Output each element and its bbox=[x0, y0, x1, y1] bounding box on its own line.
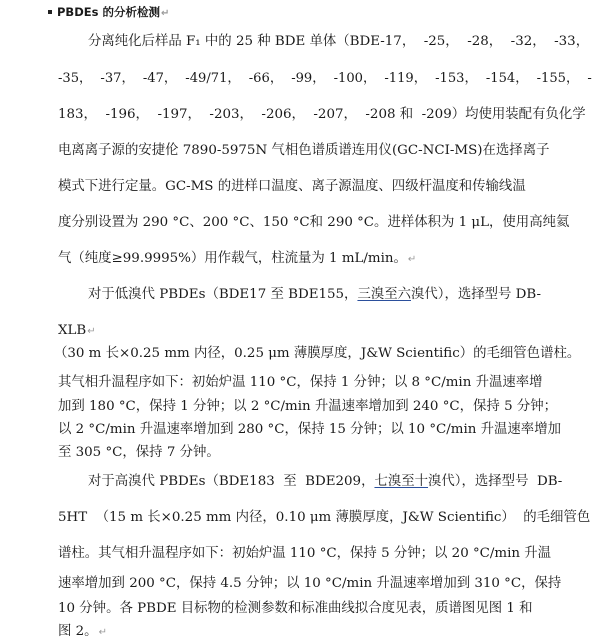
p3-line-5: 10 分钟。各 PBDE 目标物的检测参数和标准曲线拟合度见表，质谱图见图 1 和 bbox=[58, 601, 533, 616]
p2-line-1: 对于低溴代 PBDEs（BDE17 至 BDE155，三溴至六溴代），选择型号 DB- bbox=[88, 287, 542, 302]
p3-line-2: 5HT （15 m 长×0.25 mm 内径，0.10 μm 薄膜厚度，J&W Scientific） 的毛细管色 bbox=[58, 510, 591, 525]
p3-line-4: 速率增加到 200 °C，保持 4.5 分钟；以 10 °C/min 升温速率增加到 310 °C，保持 bbox=[58, 576, 562, 591]
paragraph-mark-icon: ↵ bbox=[407, 254, 417, 265]
p1-line-2: -35， -37， -47， -49/71， -66， -99， -100， -119， -153， -154， -155， - bbox=[58, 71, 592, 86]
p1-line-1: 分离纯化后样品 F₁ 中的 25 种 BDE 单体（BDE-17， -25， -28， -32， -33， bbox=[88, 34, 590, 49]
paragraph-mark-icon: ↵ bbox=[87, 326, 96, 337]
p2-line-6: 以 2 °C/min 升温速率增加到 280 °C，保持 15 分钟；以 10 °C/min 升温速率增加 bbox=[58, 422, 561, 437]
bullet-icon bbox=[48, 10, 52, 14]
p2-line-7: 至 305 °C，保持 7 分钟。 bbox=[58, 445, 220, 460]
paragraph-mark-icon: ↵ bbox=[98, 627, 107, 638]
p1-line-6: 度分别设置为 290 °C、200 °C、150 °C和 290 °C。进样体积为 1 μL，使用高纯氦 bbox=[58, 215, 570, 230]
underlined-text: 三溴至六 bbox=[357, 287, 411, 302]
p2-line-5: 加到 180 °C，保持 1 分钟；以 2 °C/min 升温速率增加到 240 °C，保持 5 分钟； bbox=[58, 399, 558, 414]
p2-line-3: （30 m 长×0.25 mm 内径，0.25 μm 薄膜厚度，J&W Scientific）的毛细管色谱柱。 bbox=[54, 346, 581, 361]
p1-line-4: 电离离子源的安捷伦 7890-5975N 气相色谱质谱连用仪(GC-NCI-MS)在选择离子 bbox=[58, 143, 550, 158]
p3-line-3: 谱柱。其气相升温程序如下：初始炉温 110 °C，保持 5 分钟；以 20 °C/min 升温 bbox=[58, 546, 552, 561]
p3-line-6: 图 2。↵ bbox=[58, 624, 107, 639]
p1-line-7: 气（纯度≥99.9995%）用作载气，柱流量为 1 mL/min。↵ bbox=[58, 251, 417, 266]
p2-line-2: XLB↵ bbox=[58, 323, 96, 338]
p3-line-1: 对于高溴代 PBDEs（BDE183 至 BDE209，七溴至十溴代），选择型号 DB- bbox=[88, 474, 563, 489]
p2-line-4: 其气相升温程序如下：初始炉温 110 °C，保持 1 分钟；以 8 °C/min 升温速率增 bbox=[58, 375, 543, 390]
p1-line-5: 模式下进行定量。GC-MS 的进样口温度、离子源温度、四级杆温度和传输线温 bbox=[58, 179, 526, 194]
p1-line-3: 183， -196， -197， -203， -206， -207， -208 和 -209）均使用装配有负化学 bbox=[58, 107, 586, 122]
underlined-text: 七溴至十 bbox=[374, 474, 429, 489]
paragraph-mark-icon: ↵ bbox=[160, 8, 170, 19]
section-heading: PBDEs 的分析检测↵ bbox=[48, 3, 169, 23]
